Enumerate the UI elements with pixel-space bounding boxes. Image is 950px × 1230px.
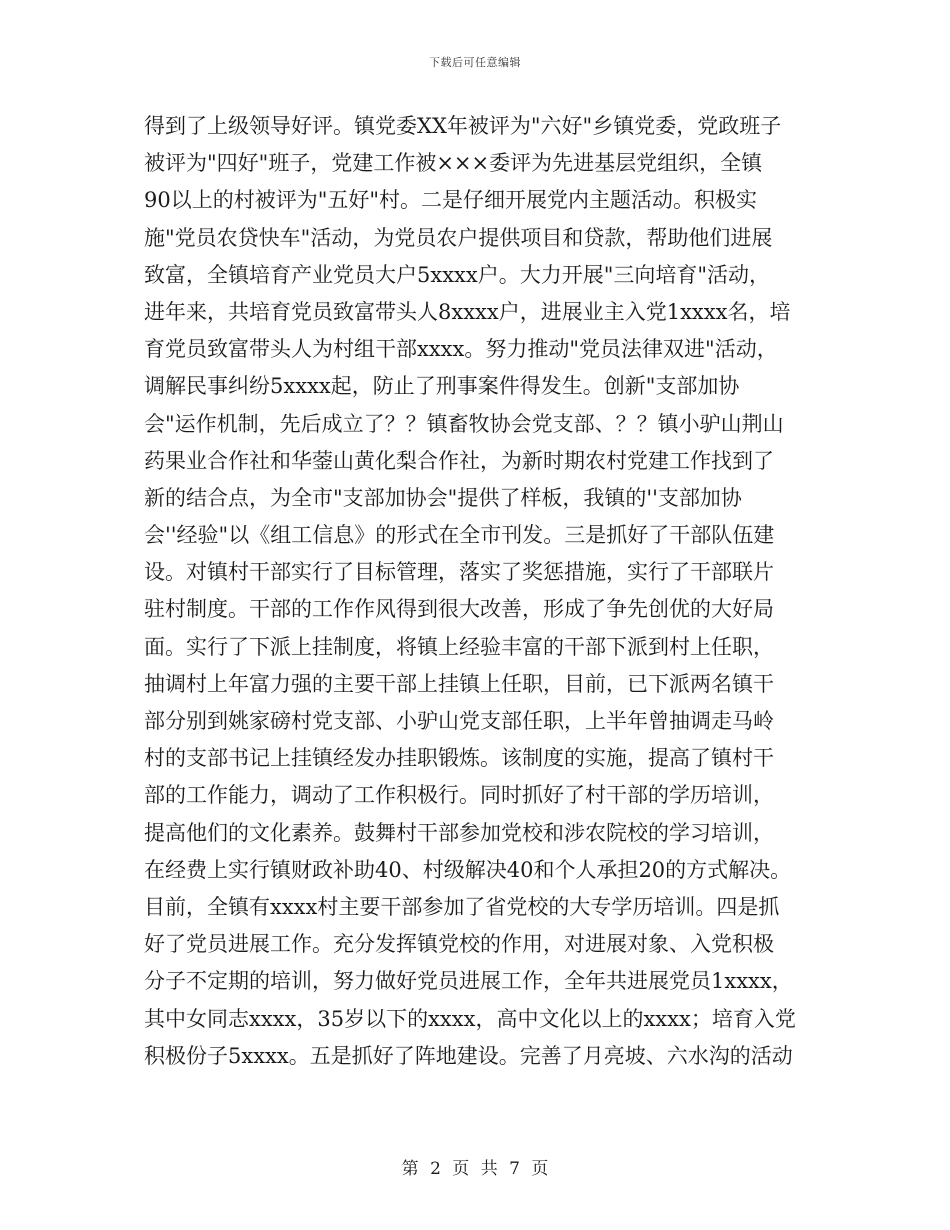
body-line: 其中女同志xxxx，35岁以下的xxxx，高中文化以上的xxxx；培育入党 bbox=[144, 1006, 796, 1031]
body-line: 调解民事纠纷5xxxx起，防止了刑事案件得发生。创新"支部加协 bbox=[144, 374, 740, 399]
body-line: 90以上的村被评为"五好"村。二是仔细开展党内主题活动。积极实 bbox=[144, 188, 758, 213]
body-line: 部分别到姚家磅村党支部、小驴山党支部任职，上半年曾抽调走马岭 bbox=[144, 709, 774, 733]
page-header: 下载后可任意编辑 bbox=[429, 56, 521, 69]
body-line: 抽调村上年富力强的主要干部上挂镇上任职，目前，已下派两名镇干 bbox=[144, 671, 774, 696]
body-line: 驻村制度。干部的工作作风得到很大改善，形成了争先创优的大好局 bbox=[144, 597, 774, 622]
body-line: 被评为"四好"班子，党建工作被×××委评为先进基层党组织，全镇 bbox=[144, 151, 763, 176]
body-line: 会''经验"以《组工信息》的形式在全市刊发。三是抓好了干部队伍建 bbox=[144, 523, 775, 548]
body-line: 药果业合作社和华蓥山黄化梨合作社，为新时期农村党建工作找到了 bbox=[144, 448, 774, 473]
body-line: 村的支部书记上挂镇经发办挂职锻炼。该制度的实施，提高了镇村干 bbox=[144, 746, 774, 771]
body-line: 目前，全镇有xxxx村主要干部参加了省党校的大专学历培训。四是抓 bbox=[144, 894, 780, 919]
body-line: 好了党员进展工作。充分发挥镇党校的作用，对进展对象、入党积极 bbox=[144, 932, 774, 957]
body-line: 得到了上级领导好评。镇党委XX年被评为"六好"乡镇党委，党政班子 bbox=[144, 114, 782, 138]
body-line: 积极份子5xxxx。五是抓好了阵地建设。完善了月亮坡、六水沟的活动 bbox=[144, 1043, 793, 1068]
body-line: 施"党员农贷快车"活动，为党员农户提供项目和贷款，帮助他们进展 bbox=[144, 225, 773, 250]
body-line: 设。对镇村干部实行了目标管理，落实了奖惩措施，实行了干部联片 bbox=[144, 560, 774, 585]
body-line: 致富，全镇培育产业党员大户5xxxx户。大力开展"三向培育"活动， bbox=[144, 262, 771, 287]
body-line: 面。实行了下派上挂制度，将镇上经验丰富的干部下派到村上任职， bbox=[144, 634, 774, 659]
body-line: 新的结合点，为全市"支部加协会"提供了样板，我镇的''支部加协 bbox=[144, 485, 742, 510]
body-line: 在经费上实行镇财政补助40、村级解决40和个人承担20的方式解决。 bbox=[144, 857, 792, 882]
body-line: 育党员致富带头人为村组干部xxxx。努力推动"党员法律双进"活动， bbox=[144, 337, 778, 362]
document-body bbox=[144, 108, 824, 1075]
page-number: 第 2 页 共 7 页 bbox=[401, 1159, 549, 1179]
body-line: 进年来，共培育党员致富带头人8xxxx户，进展业主入党1xxxx名，培 bbox=[144, 299, 791, 324]
body-line: 部的工作能力，调动了工作积极行。同时抓好了村干部的学历培训， bbox=[144, 783, 774, 808]
body-line: 会"运作机制，先后成立了？？镇畜牧协会党支部、？？镇小驴山荆山 bbox=[144, 411, 784, 436]
body-line: 提高他们的文化素养。鼓舞村干部参加党校和涉农院校的学习培训， bbox=[144, 820, 774, 845]
body-line: 分子不定期的培训，努力做好党员进展工作，全年共进展党员1xxxx， bbox=[144, 969, 793, 994]
